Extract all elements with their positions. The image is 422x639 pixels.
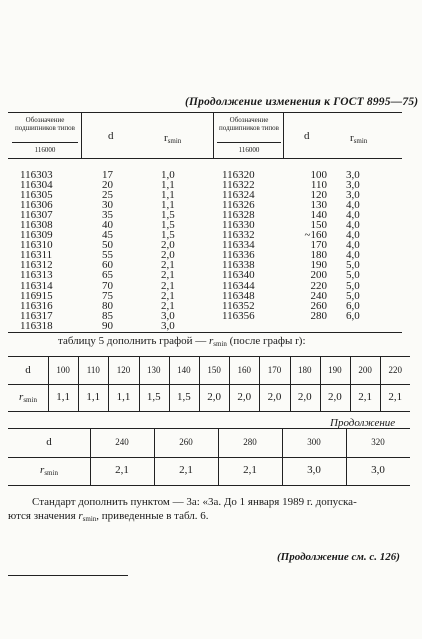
bottom-rule (8, 575, 128, 576)
right-r-column (346, 170, 360, 321)
d-cell: 170 (267, 364, 282, 375)
page-title: (Продолжение изменения к ГОСТ 8995—75) (185, 96, 419, 108)
r-cell: 3,0 (371, 464, 385, 476)
left-d-column (102, 170, 113, 331)
table-cell: 1,5 (161, 219, 175, 232)
d-cell: 300 (307, 437, 321, 447)
d-cell: 220 (388, 364, 403, 375)
table-cell: 50 (102, 239, 113, 252)
table-cell: 116309 (20, 229, 53, 242)
table-cell: 220 (310, 279, 327, 292)
table-cell: 4,0 (346, 249, 360, 262)
table-cell: 190 (310, 259, 327, 272)
note-paragraph-tail: ются значения $r_{smin}$, приведенные в табл. 6. (8, 510, 209, 523)
table-cell: 116330 (222, 219, 255, 232)
d-header-left: d (108, 130, 114, 142)
table-cell: 5,0 (346, 279, 360, 292)
table-cell: 116344 (222, 279, 255, 292)
table-cell: 55 (102, 249, 113, 262)
table-cell: 116305 (20, 189, 53, 202)
type-header-left: 116000 (34, 146, 56, 154)
table-cell: 85 (102, 309, 113, 322)
table-5-caption: таблицу 5 дополнить графой — $r_{smin}$ (после графы r): (58, 335, 306, 348)
d-cell: 260 (179, 437, 193, 447)
table-cell: 100 (310, 169, 327, 181)
table-cell: 116318 (20, 319, 53, 332)
table-cell: 260 (310, 299, 327, 312)
bearing-table (8, 112, 402, 332)
table-cell: 5,0 (346, 259, 360, 272)
d-cell: 150 (207, 364, 221, 375)
table-cell: 116311 (20, 249, 53, 262)
r-cell: 2,0 (328, 390, 342, 403)
table-cell: 80 (102, 299, 113, 312)
table-cell: 3,0 (161, 309, 175, 322)
d-header-right: d (304, 130, 310, 142)
table-cell: 90 (102, 319, 113, 332)
r-cell: 2,1 (388, 390, 403, 403)
d-cell: 100 (56, 364, 70, 375)
table-cell: 170 (310, 239, 327, 252)
r-header-left: $r_{smin}$ (164, 132, 182, 145)
table-cell: 150 (310, 219, 327, 232)
table-cell: 3,0 (346, 179, 360, 192)
table-cell: 35 (102, 209, 113, 222)
designation-header-left: Обозначение подшипников типов (15, 116, 75, 132)
r-cell: 1,5 (146, 390, 161, 403)
r-cell: 2,0 (297, 390, 312, 403)
table-cell: 4,0 (346, 229, 360, 242)
table-cell: 116338 (222, 259, 255, 272)
right-codes-column (222, 170, 255, 321)
type-header-right: 116000 (238, 146, 260, 154)
table-continuation (8, 428, 410, 486)
table-cell: 40 (102, 219, 113, 232)
table-cell: 116313 (20, 269, 53, 282)
d-cell: 280 (243, 437, 257, 447)
table-cell: 116310 (20, 239, 53, 252)
designation-header-right: Обозначение подшипников типов (219, 116, 279, 132)
table-cell: 1,1 (161, 199, 175, 212)
row-label-r: $r_{smin}$ (19, 390, 37, 404)
table-cell: 116348 (222, 289, 255, 302)
r-cell: 2,1 (358, 390, 372, 403)
table-cell: 116304 (20, 179, 53, 192)
table-cell: 2,1 (161, 269, 175, 282)
table-cell: 2,1 (161, 259, 175, 272)
table-cell: 116317 (20, 309, 53, 322)
r-cell: 1,1 (56, 390, 70, 403)
table-cell: 25 (102, 189, 113, 202)
table-cell: 30 (102, 199, 113, 212)
table-cell: 116328 (222, 209, 255, 222)
table-cell: 65 (102, 269, 113, 282)
r-cell: 2,1 (115, 464, 129, 476)
row-label-d: d (25, 363, 31, 376)
d-cell: 320 (371, 437, 385, 447)
table-cell: 3,0 (346, 169, 360, 181)
table-cell: 4,0 (346, 219, 360, 232)
table-cell: 200 (310, 269, 327, 282)
table-cell: 3,0 (346, 189, 360, 202)
d-cell: 140 (177, 364, 191, 375)
table-cell: 2,1 (161, 289, 175, 302)
table-cell: 116336 (222, 249, 255, 262)
table-cell: 4,0 (346, 199, 360, 212)
table-cell: 2,1 (161, 279, 175, 292)
row-label-d: d (46, 436, 52, 448)
continuation-label: Продолжение (330, 417, 396, 429)
d-cell: 160 (237, 364, 252, 375)
r-cell: 2,1 (179, 464, 193, 476)
r-cell: 1,5 (177, 390, 191, 403)
d-cell: 180 (297, 364, 312, 375)
table-cell: 1,0 (161, 169, 175, 181)
r-cell: 3,0 (307, 464, 321, 476)
r-cell: 2,0 (207, 390, 221, 403)
row-divider (8, 457, 410, 458)
table-cell: 1,5 (161, 209, 175, 222)
table-cell: 75 (102, 289, 113, 302)
table-cell: 20 (102, 179, 113, 192)
row-label-r: $r_{smin}$ (40, 464, 58, 477)
table-cell: 5,0 (346, 269, 360, 282)
d-cell: 130 (146, 364, 161, 375)
table-cell: 60 (102, 259, 113, 272)
table-cell: 116352 (222, 299, 255, 312)
table-cell: 116340 (222, 269, 255, 282)
table-cell: 116308 (20, 219, 53, 232)
table-cell: 116303 (20, 169, 53, 181)
table-cell: ~160 (304, 229, 327, 242)
table-cell: 1,5 (161, 229, 175, 242)
r-cell: 2,0 (237, 390, 252, 403)
table-cell: 116915 (20, 289, 53, 302)
table-cell: 45 (102, 229, 113, 242)
d-cell: 120 (116, 364, 131, 375)
table-cell: 2,1 (161, 299, 175, 312)
table-cell: 116356 (222, 309, 255, 322)
table-cell: 140 (310, 209, 327, 222)
d-cell: 110 (86, 364, 100, 375)
table-cell: 1,1 (161, 179, 175, 192)
table-cell: 116324 (222, 189, 255, 202)
note-paragraph: Стандарт дополнить пунктом — 3а: «3а. До 1 января 1989 г. допуска- (32, 496, 357, 508)
table-cell: 2,0 (161, 239, 175, 252)
table-cell: 6,0 (346, 299, 360, 312)
table-cell: 240 (310, 289, 327, 302)
table-cell: 280 (310, 309, 327, 322)
table-cell: 6,0 (346, 309, 360, 322)
left-codes-column (20, 170, 53, 331)
r-cell: 2,1 (243, 464, 257, 476)
table-cell: 3,0 (161, 319, 175, 332)
table-cell: 17 (102, 169, 113, 181)
table-cell: 116326 (222, 199, 255, 212)
r-cell: 2,0 (267, 390, 282, 403)
d-cell: 200 (358, 364, 372, 375)
table-cell: 1,1 (161, 189, 175, 202)
left-r-column (161, 170, 175, 331)
table-cell: 130 (310, 199, 327, 212)
table-cell: 116316 (20, 299, 53, 312)
right-d-column (293, 170, 327, 321)
table-cell: 70 (102, 279, 113, 292)
table-5-addition (8, 356, 410, 412)
table-cell: 120 (310, 189, 327, 202)
table-cell: 180 (310, 249, 327, 262)
r-cell: 1,1 (116, 390, 131, 403)
table-cell: 116306 (20, 199, 53, 212)
r-header-right: $r_{smin}$ (350, 132, 368, 145)
d-cell: 190 (328, 364, 342, 375)
table-cell: 5,0 (346, 289, 360, 302)
table-cell: 110 (310, 179, 327, 192)
table-cell: 116332 (222, 229, 255, 242)
table-cell: 4,0 (346, 239, 360, 252)
table-cell: 116312 (20, 259, 53, 272)
r-cell: 1,1 (86, 390, 101, 403)
table-cell: 116322 (222, 179, 255, 192)
footer-continuation: (Продолжение см. с. 126) (277, 551, 400, 563)
table-cell: 116314 (20, 279, 53, 292)
d-cell: 240 (115, 437, 129, 447)
table-cell: 2,0 (161, 249, 175, 262)
table-cell: 116307 (20, 209, 53, 222)
table-cell: 116334 (222, 239, 255, 252)
table-cell: 116320 (222, 169, 255, 181)
table-cell: 4,0 (346, 209, 360, 222)
